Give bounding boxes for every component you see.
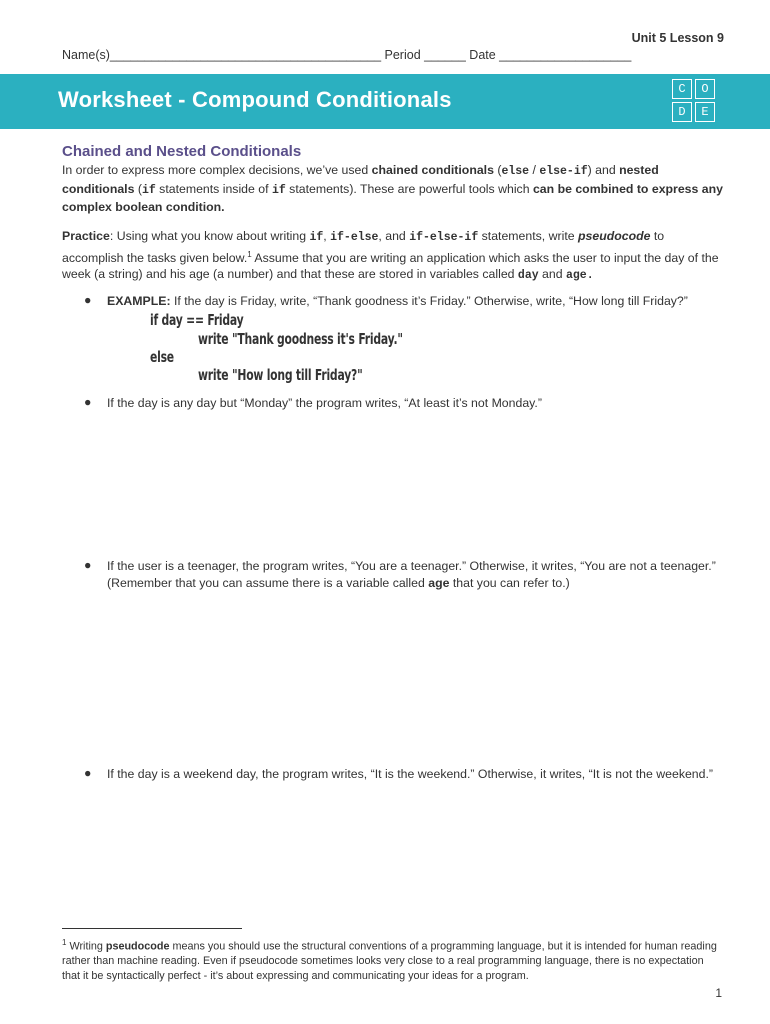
footnote-bold: pseudocode [105, 940, 170, 953]
page-number: 1 [715, 986, 722, 1000]
intro-bold-nested: nested conditionals [62, 163, 659, 196]
logo-letter-o: O [695, 79, 715, 99]
bullet: ● [84, 293, 92, 307]
intro-bold-chained: chained conditionals [371, 163, 494, 177]
practice-label: Practice [62, 229, 110, 243]
handwritten-line-3: else [150, 348, 174, 366]
task-weekend: If the day is a weekend day, the program writes, “It is the weekend.” Otherwise, it writes, “It is not the weekend.” [107, 767, 713, 781]
intro-text: ( [493, 163, 502, 177]
intro-bold-combined: can be combined to express any complex boolean condition. [62, 181, 723, 214]
footnote-text: means you should use the structural conventions of a programming language, but it is intended for human reading rather than machine reading. Even if pseudocode sometimes looks very close to a real programming language, there is no expectation that it be syntactically perfect - it’s about expressing and communicating your ideas for a program. [62, 940, 717, 982]
footnote-text: Writing [66, 940, 106, 953]
bullet: ● [84, 395, 92, 409]
title-banner [0, 74, 770, 129]
handwritten-line-4: write "How long till Friday?" [198, 366, 363, 384]
code-else: else [501, 165, 530, 178]
intro-text: statements). These are powerful tools which [285, 181, 533, 196]
practice-paragraph [62, 228, 724, 285]
intro-text: / [529, 163, 540, 177]
practice-text: : Using what you know about writing [109, 229, 310, 243]
code-if-else: if-else [330, 231, 379, 244]
name-period-date-line: Name(s)_______________________________________ Period ______ Date ___________________ [62, 48, 632, 62]
practice-text: Assume that you are writing an application which asks the user to input the day of the week (a string) and his age (a number) and that these are stored in variables called [62, 250, 719, 282]
practice-text: and [538, 267, 566, 282]
practice-text: statements, write [478, 229, 578, 243]
footnote-number: 1 [62, 938, 67, 947]
practice-text: , [323, 229, 331, 243]
task-teenager-text: that you can refer to.) [449, 575, 570, 590]
code-else-if: else-if [539, 165, 588, 178]
handwritten-line-2: write "Thank goodness it's Friday." [198, 330, 403, 348]
practice-text: to accomplish the tasks given below. [62, 229, 665, 265]
code-if: if [309, 231, 324, 244]
code-if: if [271, 183, 286, 197]
code-logo [672, 79, 717, 124]
task-teenager-text: If the user is a teenager, the program writes, “You are a teenager.” Otherwise, it writes, “You are not a teenager.” (Remember that you can assume there is a variable called [107, 559, 716, 590]
handwritten-line-1: if day == Friday [150, 311, 244, 329]
intro-text: ( [134, 181, 142, 196]
footnote [62, 936, 724, 983]
section-heading: Chained and Nested Conditionals [62, 143, 302, 160]
intro-text: In order to express more complex decisions, we’ve used [62, 163, 372, 177]
task-teenager [107, 558, 727, 591]
pseudocode-term: pseudocode [578, 229, 651, 243]
intro-paragraph [62, 162, 724, 216]
logo-letter-e: E [695, 102, 715, 122]
age-variable: age [428, 575, 450, 590]
intro-text: ) and [587, 163, 620, 177]
intro-text: statements inside of [155, 181, 272, 196]
code-if-else-if: if-else-if [409, 231, 479, 244]
footnote-divider [62, 928, 242, 929]
footnote-ref[interactable]: 1 [247, 249, 252, 259]
bullet: ● [84, 558, 92, 572]
lesson-label: Unit 5 Lesson 9 [631, 31, 724, 45]
code-day: day [517, 269, 539, 283]
example-label: EXAMPLE: [107, 294, 171, 308]
code-if: if [141, 183, 156, 197]
logo-letter-d: D [672, 102, 692, 122]
code-age: age. [566, 269, 594, 283]
task-not-monday: If the day is any day but “Monday” the program writes, “At least it’s not Monday.” [107, 396, 542, 410]
example-task [107, 293, 727, 310]
worksheet-title: Worksheet - Compound Conditionals [58, 87, 452, 112]
practice-text: , and [378, 229, 410, 243]
example-text: If the day is Friday, write, “Thank goodness it’s Friday.” Otherwise, write, “How long till Friday?” [170, 294, 688, 308]
logo-letter-c: C [672, 79, 692, 99]
bullet: ● [84, 766, 92, 780]
